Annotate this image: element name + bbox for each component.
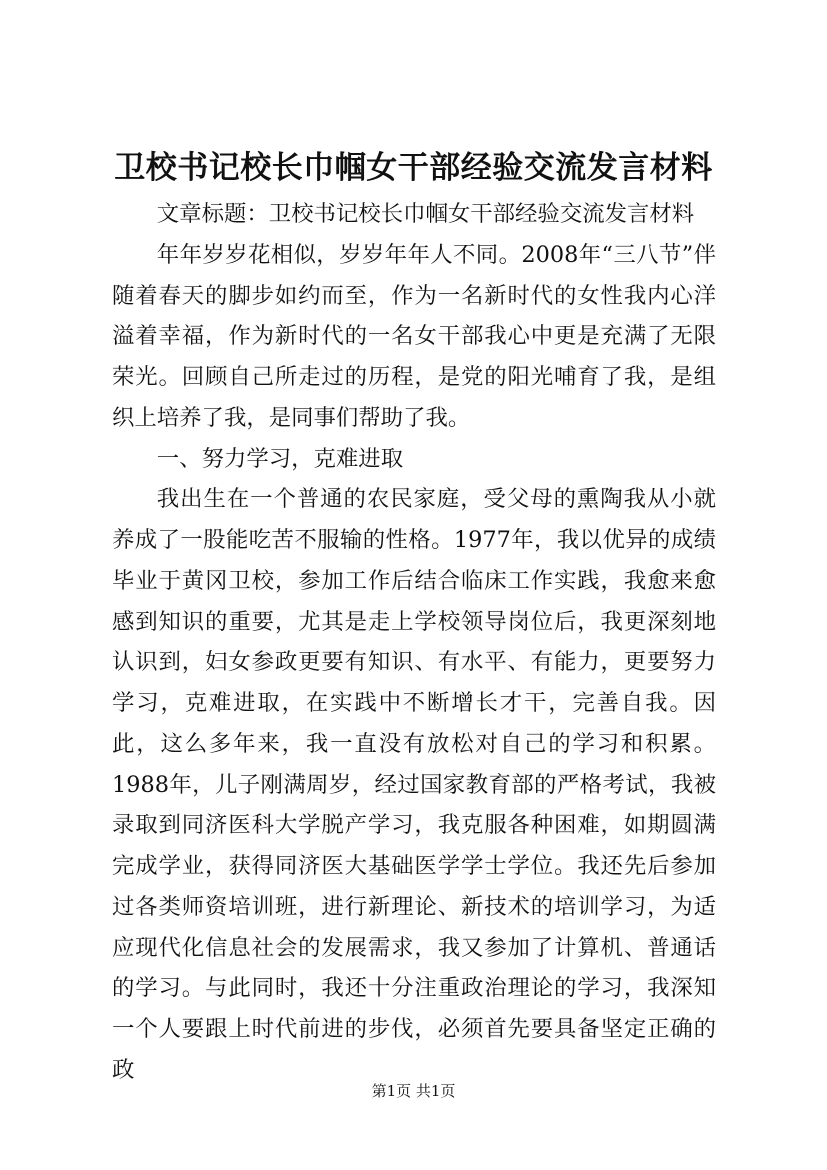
article-title-line: 文章标题：卫校书记校长巾帼女干部经验交流发言材料 — [156, 201, 695, 227]
section-heading: 一、努力学习，克难进取 — [156, 445, 404, 472]
section-paragraph: 我出生在一个普通的农民家庭，受父母的熏陶我从小就养成了一股能吃苦不服输的性格。1977年，我以优异的成绩毕业于黄冈卫校，参加工作后结合临床工作实践，我愈来愈感到知识的重要，尤其是走上学校领导岗位后，我更深刻地认识到，妇女参政更要有知识、有水平、有能力，更要努力学习，克难进取，在实践中不断增长才干，完善自我。因此，这么多年来，我一直没有放松对自己的学习和积累。1988年，儿子刚满周岁，经过国家教育部的严格考试，我被录取到同济医科大学脱产学习，我克服各种困难，如期圆满完成学业，获得同济医大基础医学学士学位。我还先后参加过各类师资培训班，进行新理论、新技术的培训学习，为适应现代化信息社会的发展需求，我又参加了计算机、普通话的学习。与此同时，我还十分注重政治理论的学习，我深知一个人要跟上时代前进的步伐，必须首先要具备坚定正确的政 — [112, 486, 716, 1083]
document-title: 卫校书记校长巾帼女干部经验交流发言材料 — [114, 150, 713, 186]
intro-paragraph: 年年岁岁花相似，岁岁年年人不同。2008年“三八节”伴随着春天的脚步如约而至，作为一名新时代的女性我内心洋溢着幸福，作为新时代的一名女干部我心中更是充满了无限荣光。回顾自己所走过的历程，是党的阳光哺育了我，是组织上培养了我，是同事们帮助了我。 — [112, 241, 716, 431]
page-number-footer: 第1页 共1页 — [371, 1082, 456, 1100]
document-body — [112, 194, 716, 1091]
